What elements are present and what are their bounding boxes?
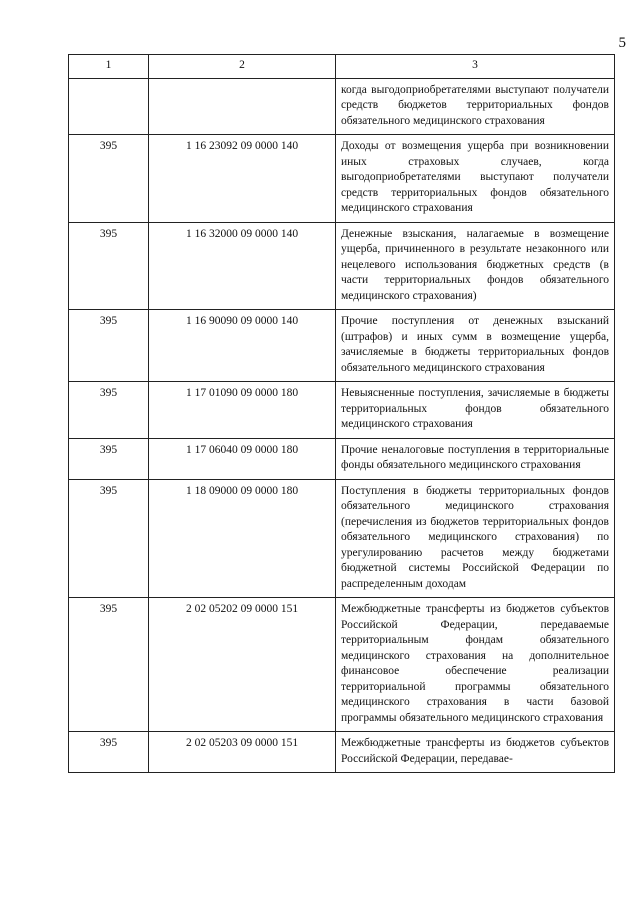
admin-code-cell: 395: [69, 382, 149, 439]
revenue-name-cell: Денежные взыскания, налагаемые в возмещение ущерба, причиненного в результате незаконного или нецелевого использования бюджетных средств (в части территориальных фондов обязательного медицинского страхования): [336, 222, 615, 310]
admin-code-cell: 395: [69, 438, 149, 479]
budget-classification-code-cell: 2 02 05202 09 0000 151: [149, 598, 336, 732]
budget-revenue-table: [68, 54, 615, 773]
budget-classification-code-cell: [149, 78, 336, 135]
page-number: 5: [618, 35, 626, 51]
admin-code-cell: 395: [69, 222, 149, 310]
table-body: [69, 78, 615, 773]
revenue-name-cell: Поступления в бюджеты территориальных фондов обязательного медицинского страхования (перечисления из бюджетов территориальных фондов обязательного медицинского страхования) по урегулированию расчетов между бюджетами бюджетной системы Российской Федерации по распределенным доходам: [336, 479, 615, 598]
table-row: [69, 310, 615, 382]
table-row: [69, 222, 615, 310]
revenue-name-cell: Межбюджетные трансферты из бюджетов субъектов Российской Федерации, передаваемые территориальным фондам обязательного медицинского страхования на дополнительное финансовое обеспечение реализации территориальной программы обязательного медицинского страхования в части базовой программы обязательного медицинского страхования: [336, 598, 615, 732]
admin-code-cell: 395: [69, 598, 149, 732]
revenue-name-cell: Межбюджетные трансферты из бюджетов субъектов Российской Федерации, передавае-: [336, 732, 615, 773]
admin-code-cell: [69, 78, 149, 135]
budget-classification-code-cell: 1 16 32000 09 0000 140: [149, 222, 336, 310]
budget-classification-code-cell: 2 02 05203 09 0000 151: [149, 732, 336, 773]
budget-classification-code-cell: 1 18 09000 09 0000 180: [149, 479, 336, 598]
admin-code-cell: 395: [69, 732, 149, 773]
column-header-3: 3: [336, 55, 615, 79]
revenue-name-cell: Прочие неналоговые поступления в территориальные фонды обязательного медицинского страхования: [336, 438, 615, 479]
budget-classification-code-cell: 1 16 90090 09 0000 140: [149, 310, 336, 382]
budget-classification-code-cell: 1 16 23092 09 0000 140: [149, 135, 336, 223]
revenue-name-cell: когда выгодоприобретателями выступают получатели средств бюджетов территориальных фондов обязательного медицинского страхования: [336, 78, 615, 135]
table-row: [69, 479, 615, 598]
table-row: [69, 732, 615, 773]
table-row: [69, 438, 615, 479]
table-row: [69, 598, 615, 732]
revenue-name-cell: Невыясненные поступления, зачисляемые в бюджеты территориальных фондов обязательного медицинского страхования: [336, 382, 615, 439]
revenue-name-cell: Прочие поступления от денежных взысканий (штрафов) и иных сумм в возмещение ущерба, зачисляемые в бюджеты территориальных фондов обязательного медицинского страхования: [336, 310, 615, 382]
column-header-1: 1: [69, 55, 149, 79]
table-header-row: [69, 55, 615, 79]
column-header-2: 2: [149, 55, 336, 79]
budget-classification-code-cell: 1 17 01090 09 0000 180: [149, 382, 336, 439]
admin-code-cell: 395: [69, 310, 149, 382]
budget-classification-code-cell: 1 17 06040 09 0000 180: [149, 438, 336, 479]
table-row: [69, 382, 615, 439]
admin-code-cell: 395: [69, 479, 149, 598]
admin-code-cell: 395: [69, 135, 149, 223]
table-row: [69, 78, 615, 135]
table-row: [69, 135, 615, 223]
revenue-name-cell: Доходы от возмещения ущерба при возникновении иных страховых случаев, когда выгодоприобретателями выступают получатели средств территориальных фондов обязательного медицинского страхования: [336, 135, 615, 223]
